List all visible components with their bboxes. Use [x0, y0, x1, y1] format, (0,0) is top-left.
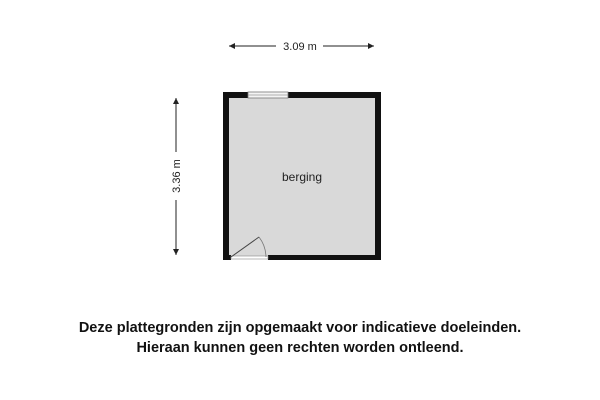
height-dimension [171, 98, 183, 255]
width-dimension [229, 41, 374, 53]
width-dimension-label: 3.09 m [283, 41, 317, 53]
height-dimension-label: 3.36 m [171, 159, 183, 193]
disclaimer-line-2: Hieraan kunnen geen rechten worden ontleend. [136, 340, 464, 356]
wall-right [375, 92, 381, 260]
disclaimer-line-1: Deze plattegronden zijn opgemaakt voor indicatieve doeleinden. [78, 320, 522, 336]
wall-bottom-left-stub [223, 255, 231, 260]
wall-left [223, 92, 229, 260]
height-arrow-bottom-icon [173, 249, 179, 255]
width-arrow-left-icon [229, 43, 235, 49]
wall-bottom [268, 255, 381, 260]
window-icon [248, 92, 288, 98]
width-arrow-right-icon [368, 43, 374, 49]
wall-top-right [288, 92, 381, 98]
height-arrow-top-icon [173, 98, 179, 104]
disclaimer [0, 318, 600, 358]
room-label: berging [281, 170, 323, 184]
